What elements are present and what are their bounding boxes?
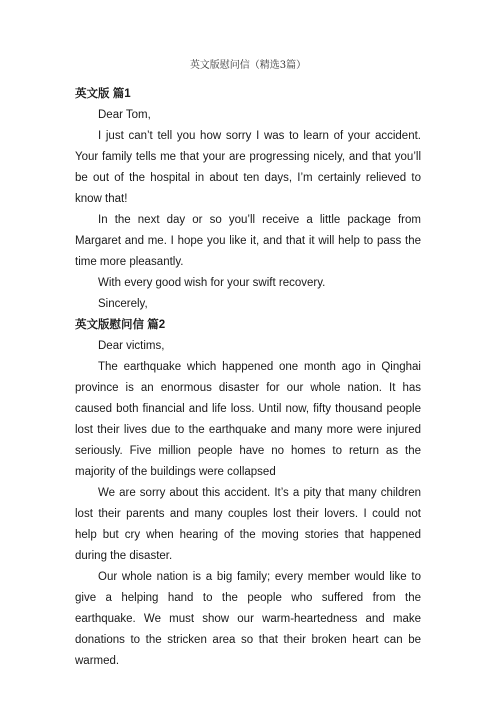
paragraph: In the next day or so you’ll receive a little package from Margaret and me. I hope you like it, and that it will help to pass the time more pleasantly. <box>75 214 421 268</box>
paragraph-salutation: Dear victims, <box>98 340 165 352</box>
section-2 <box>75 315 421 672</box>
paragraph: With every good wish for your swift recovery. <box>98 277 326 289</box>
paragraph-closing: Sincerely, <box>98 298 148 310</box>
document-body <box>75 84 421 672</box>
document-title: 英文版慰问信（精选3篇） <box>189 60 307 71</box>
paragraph-salutation: Dear Tom, <box>98 109 151 121</box>
section-heading: 英文版慰问信 篇2 <box>75 319 166 331</box>
paragraph: We are sorry about this accident. It’s a pity that many children lost their parents and many couples lost their lovers. I could not help but cry when hearing of the moving stories that happened during the disaster. <box>75 487 421 562</box>
paragraph: I just can’t tell you how sorry I was to learn of your accident. Your family tells me that your are progressing nicely, and that you’ll be out of the hospital in about ten days, I’m certainly relieved to know that! <box>75 130 421 205</box>
section-heading: 英文版 篇1 <box>75 88 131 100</box>
paragraph: The earthquake which happened one month ago in Qinghai province is an enormous disaster for our whole nation. It has caused both financial and life loss. Until now, fifty thousand people lost their lives due to the earthquake and many more were injured seriously. Five million people have no homes to return as the majority of the buildings were collapsed <box>75 361 421 478</box>
section-1 <box>75 84 421 315</box>
paragraph: Our whole nation is a big family; every member would like to give a helping hand to the people who suffered from the earthquake. We must show our warm-heartedness and make donations to the stricken area so that their broken heart can be warmed. <box>75 571 421 667</box>
